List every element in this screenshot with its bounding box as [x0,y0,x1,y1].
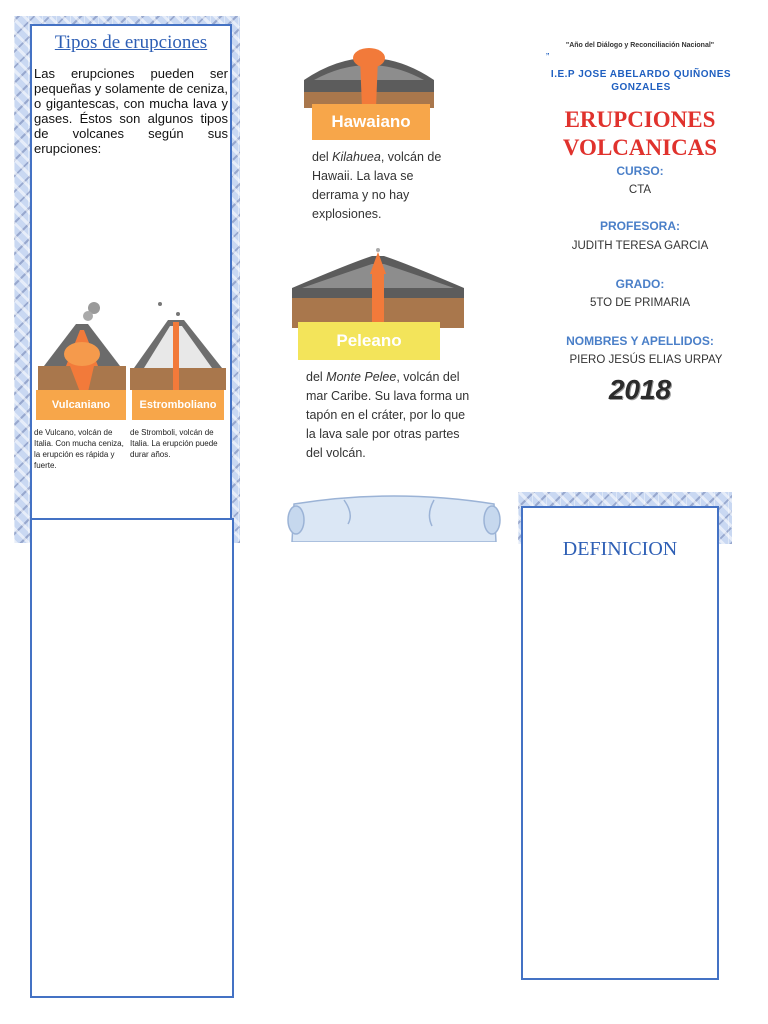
hawaiano-label: Hawaiano [312,104,430,140]
curso-label: CURSO: [616,164,664,178]
profesora-label: PROFESORA: [599,219,680,233]
nombres-label: NOMBRES Y APELLIDOS: [566,334,714,348]
main-title-line1: ERUPCIONES [564,107,716,132]
nombres-value: PIERO JESÚS ELIAS URPAY [569,354,723,366]
curso-value: CTA [628,184,652,196]
peleano-label: Peleano [298,322,440,360]
estromboliano-illustration [130,296,226,396]
grado-value: 5TO DE PRIMARIA [589,297,691,309]
hawaiano-desc-pre: del [312,150,333,164]
vulcaniano-label: Vulcaniano [36,390,126,420]
estromboliano-caption: de Stromboli, volcán de Italia. La erupción puede durar años. [130,428,218,459]
tipos-frame [30,24,232,520]
definicion-frame [521,506,719,980]
estromboliano-label: Estromboliano [132,390,224,420]
grado-label: GRADO: [615,277,665,291]
vulcaniano-caption: de Vulcano, volcán de Italia. Con mucha ceniza, la erupción es rápida y fuerte. [34,428,124,470]
hawaiano-description [312,148,446,224]
hawaiano-desc-em: Kilahuea [332,150,381,164]
peleano-illustration [288,244,468,334]
year-motto: "Año del Diálogo y Reconciliación Nacional" [565,42,715,49]
main-title-line2: VOLCANICAS [562,135,718,160]
profesora-value: JUDITH TERESA GARCIA [571,240,709,252]
peleano-desc-em: Monte Pelee [326,370,397,384]
peleano-desc-post: , volcán del mar Caribe. Su lava forma un tapón en el cráter, por lo que la lava sale por otras partes del volcán. [306,370,470,460]
lower-left-frame [30,518,234,998]
hawaiano-desc-post: , volcán de Hawaii. La lava se derrama y no hay explosiones. [312,150,442,221]
tipos-text: Las erupciones pueden ser pequeñas y solamente de ceniza, o gigantescas, con mucha lava y gases. Éstos son algunos tipos de volcanes según sus erupciones: [34,66,228,156]
definicion-title: DEFINICION [562,538,678,556]
year: 2018 [608,374,672,405]
peleano-description [306,368,476,463]
peleano-desc-pre: del [306,370,327,384]
tipos-title: Tipos de erupciones [54,32,208,53]
vulcaniano-illustration [36,296,128,396]
scroll-decoration [284,494,504,542]
school-name: I.E.P JOSE ABELARDO QUIÑONES GONZALES [550,69,732,93]
quote-mark: ” [546,52,550,63]
